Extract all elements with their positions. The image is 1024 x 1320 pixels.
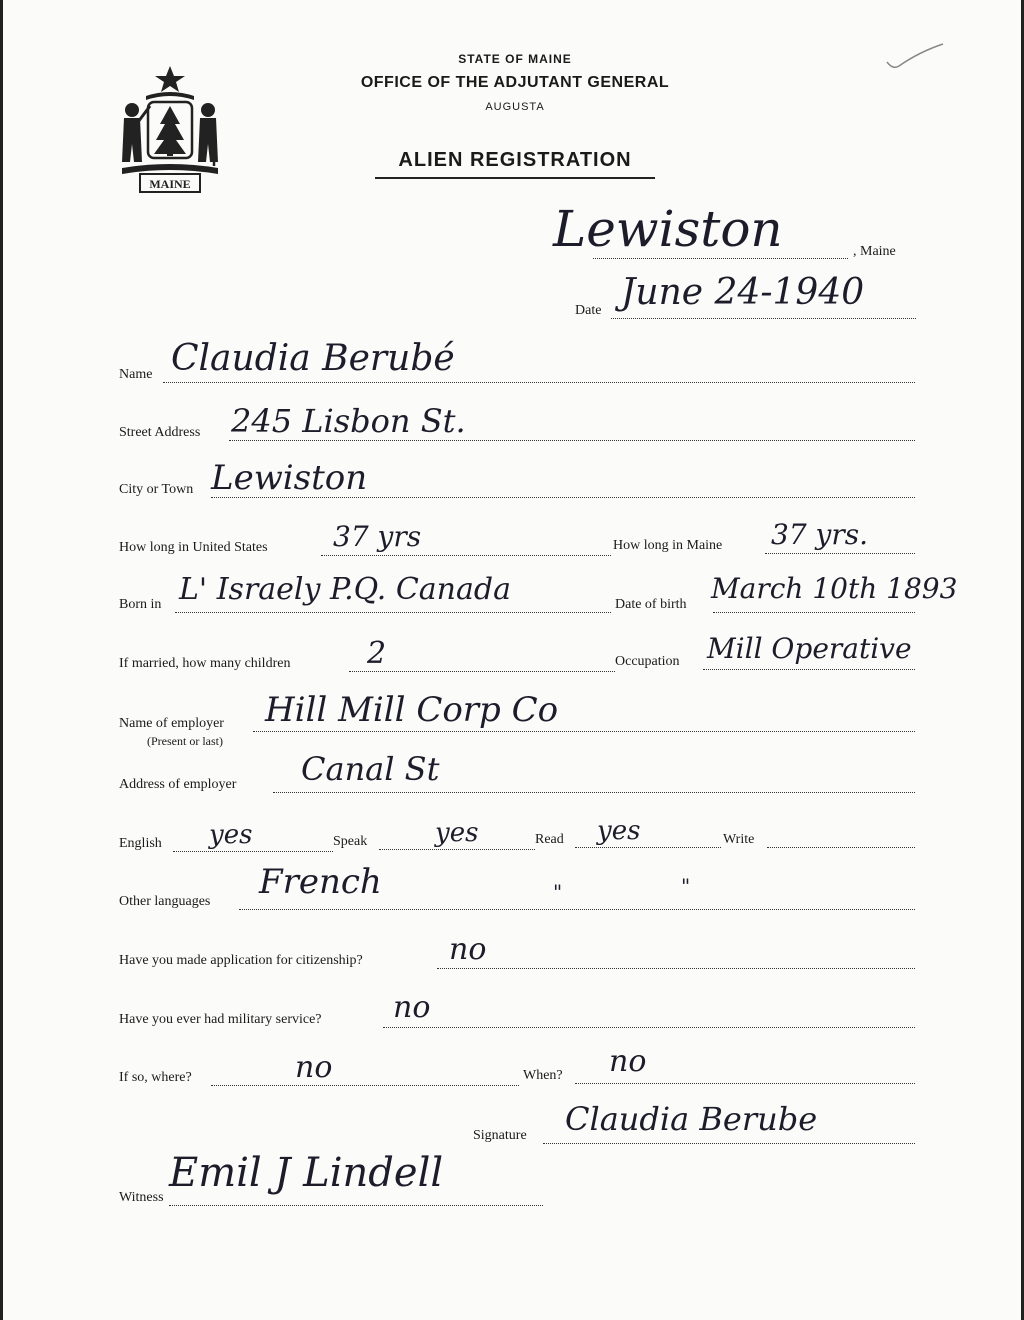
english-read-entry: yes bbox=[435, 818, 479, 848]
witness-label: Witness bbox=[119, 1190, 164, 1205]
where-line bbox=[211, 1085, 519, 1086]
english-write-line bbox=[575, 847, 721, 848]
when-entry: no bbox=[609, 1044, 647, 1079]
employer-entry: Hill Mill Corp Co bbox=[265, 690, 559, 730]
maine-label: , Maine bbox=[853, 244, 896, 259]
when-line bbox=[575, 1083, 915, 1084]
when-label: When? bbox=[523, 1068, 563, 1083]
date-entry: June 24-1940 bbox=[621, 272, 865, 313]
english-read-line bbox=[379, 849, 535, 850]
state-heading: STATE OF MAINE bbox=[458, 52, 572, 66]
city-label: City or Town bbox=[119, 482, 194, 497]
employer-address-label: Address of employer bbox=[119, 777, 237, 792]
witness-line bbox=[169, 1205, 543, 1206]
date-line bbox=[611, 318, 916, 319]
how-long-maine-entry: 37 yrs. bbox=[771, 518, 869, 551]
born-line bbox=[175, 612, 611, 613]
english-speak-entry: yes bbox=[209, 820, 253, 850]
other-languages-label: Other languages bbox=[119, 894, 211, 909]
street-line bbox=[229, 440, 915, 441]
english-label: English bbox=[119, 836, 162, 851]
speak-label: Speak bbox=[333, 834, 368, 849]
born-label: Born in bbox=[119, 597, 162, 612]
dob-line bbox=[713, 612, 915, 613]
signature-label: Signature bbox=[473, 1128, 527, 1143]
where-label: If so, where? bbox=[119, 1070, 192, 1085]
employer-line bbox=[253, 731, 915, 732]
military-line bbox=[383, 1027, 915, 1028]
military-label: Have you ever had military service? bbox=[119, 1012, 322, 1027]
other-languages-line bbox=[239, 909, 915, 910]
military-entry: no bbox=[393, 990, 431, 1025]
office-heading: OFFICE OF THE ADJUTANT GENERAL bbox=[360, 74, 670, 91]
name-label: Name bbox=[119, 367, 153, 382]
how-long-maine-label: How long in Maine bbox=[613, 538, 723, 553]
occupation-entry: Mill Operative bbox=[707, 632, 912, 665]
street-entry: 245 Lisbon St. bbox=[231, 402, 466, 440]
name-line bbox=[163, 382, 915, 383]
how-long-maine-line bbox=[765, 553, 915, 554]
town-line bbox=[593, 258, 848, 259]
children-entry: 2 bbox=[367, 636, 387, 671]
english-write-entry: yes bbox=[597, 816, 641, 846]
write-line bbox=[767, 847, 915, 848]
witness-entry: Emil J Lindell bbox=[169, 1150, 444, 1196]
occupation-line bbox=[703, 669, 915, 670]
city-entry: Lewiston bbox=[211, 458, 368, 498]
employer-label: Name of employer bbox=[119, 716, 224, 731]
dob-label: Date of birth bbox=[615, 597, 687, 612]
write-label: Write bbox=[723, 832, 755, 847]
signature-line bbox=[543, 1143, 915, 1144]
citizenship-entry: no bbox=[449, 932, 487, 967]
city-heading: AUGUSTA bbox=[485, 101, 545, 113]
how-long-us-line bbox=[321, 555, 611, 556]
born-entry: L' Israely P.Q. Canada bbox=[179, 572, 511, 607]
read-ditto-mark: " bbox=[553, 880, 563, 904]
occupation-label: Occupation bbox=[615, 654, 680, 669]
name-entry: Claudia Berubé bbox=[171, 338, 455, 379]
english-speak-line bbox=[173, 851, 333, 852]
seal-lettering: MAINE bbox=[149, 177, 191, 191]
employer-address-entry: Canal St bbox=[301, 750, 440, 788]
write-ditto-mark: " bbox=[681, 874, 691, 898]
street-label: Street Address bbox=[119, 425, 201, 440]
how-long-us-entry: 37 yrs bbox=[333, 520, 422, 553]
date-label: Date bbox=[575, 303, 602, 318]
signature-entry: Claudia Berube bbox=[565, 1100, 818, 1138]
town-entry: Lewiston bbox=[553, 200, 783, 258]
other-languages-entry: French bbox=[259, 862, 382, 902]
citizenship-label: Have you made application for citizenship? bbox=[119, 953, 363, 968]
how-long-us-label: How long in United States bbox=[119, 540, 268, 555]
employer-address-line bbox=[273, 792, 915, 793]
children-label: If married, how many children bbox=[119, 656, 291, 671]
citizenship-line bbox=[437, 968, 915, 969]
form-title: ALIEN REGISTRATION bbox=[398, 149, 632, 171]
title-underline bbox=[375, 177, 655, 179]
employer-sub-label: (Present or last) bbox=[147, 734, 223, 748]
dob-entry: March 10th 1893 bbox=[711, 572, 958, 605]
read-label: Read bbox=[535, 832, 564, 847]
children-line bbox=[349, 671, 615, 672]
where-entry: no bbox=[295, 1050, 333, 1085]
